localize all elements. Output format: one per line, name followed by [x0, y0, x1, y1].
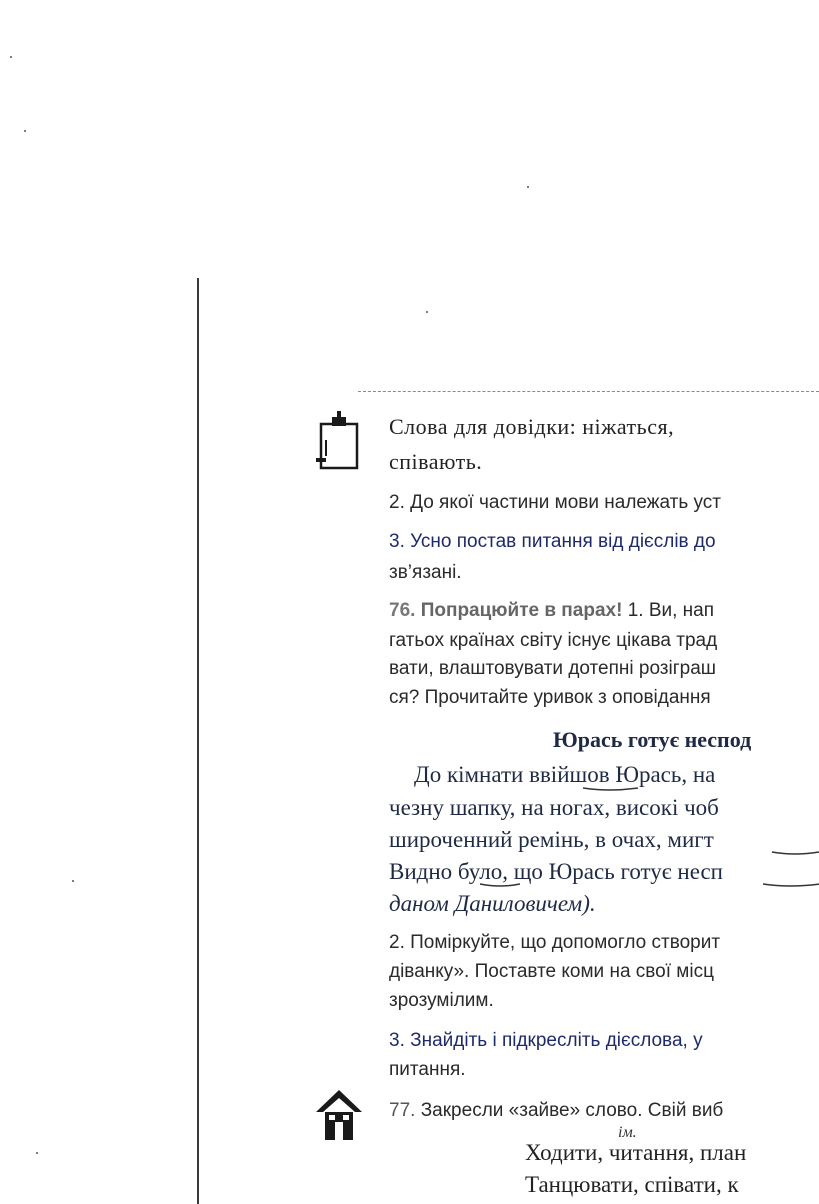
notepad-icon [316, 410, 362, 472]
exercise-77-instruction: Закресли «зайве» слово. Свій виб [420, 1100, 724, 1121]
exercise-76-title: Попрацюйте в парах! [420, 600, 623, 621]
story-line-2: чезну шапку, на ногах, високі чоб [389, 795, 719, 820]
task-76-3-line1: 3. Знайдіть і підкресліть дієслова, у [389, 1030, 703, 1051]
reference-words: Слова для довідки: ніжаться, [389, 414, 675, 439]
task-3-text-continued: зв’язані. [389, 562, 462, 583]
task-2-text: 2. До якої частини мови належать уст [389, 492, 721, 513]
task-76-2-line3: зрозумілим. [389, 990, 494, 1011]
task-76-2-line2: діванку». Поставте коми на свої місц [389, 961, 714, 982]
reference-words-continued: співають. [389, 449, 483, 474]
exercise-76-line2: гатьох країнах світу існує цікава трад [389, 630, 718, 651]
section-divider [358, 391, 819, 392]
scan-speck [527, 186, 529, 188]
exercise-77-text [389, 1100, 723, 1122]
exercise-77-row2: Танцювати, співати, к [525, 1172, 739, 1197]
scan-speck [24, 130, 26, 132]
exercise-76-line1: 1. Ви, нап [627, 600, 715, 621]
exercise-76-intro [389, 600, 714, 622]
scan-speck [36, 1152, 38, 1154]
exercise-76-line4: ся? Прочитайте уривок з оповідання [389, 687, 711, 708]
page-margin-line [197, 278, 199, 1204]
exercise-76-line3: вати, влаштовувати дотепні розіграш [389, 658, 717, 679]
handwritten-annotation: ім. [618, 1124, 637, 1141]
scan-speck [10, 56, 12, 58]
task-76-2-line1: 2. Поміркуйте, що допомогло створит [389, 932, 721, 953]
story-author: даном Даниловичем). [389, 891, 596, 916]
story-line-1: До кімнати ввійшов Юрась, на [414, 762, 716, 787]
exercise-77-number: 77. [389, 1100, 416, 1121]
exercise-76-number: 76. [389, 600, 416, 621]
scan-speck [72, 880, 74, 882]
scan-speck [426, 311, 428, 313]
handwritten-underlines [380, 780, 819, 900]
exercise-77-row1: Ходити, читання, план [525, 1140, 747, 1165]
story-line-3: широченний ремінь, в очах, мигт [389, 827, 714, 852]
house-icon [314, 1088, 364, 1142]
task-3-text: 3. Усно постав питання від дієслів до [389, 531, 716, 552]
story-line-4: Видно було, що Юрась готує несп [389, 859, 723, 884]
task-76-3-line2: питання. [389, 1059, 466, 1080]
story-heading: Юрась готує неспод [553, 727, 752, 752]
